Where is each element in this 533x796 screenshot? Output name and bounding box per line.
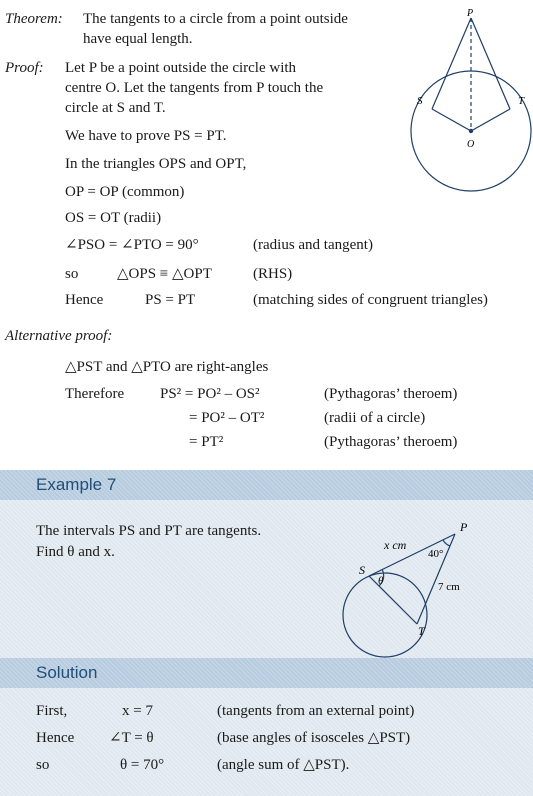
proof-radii: OS = OT (radii) [65, 210, 162, 226]
proof-label: Proof: [5, 60, 44, 76]
theorem-label: Theorem: [5, 11, 63, 27]
proof-angle-reason: (radius and tangent) [253, 237, 373, 253]
solution-row-3-reason: (angle sum of △PST). [217, 757, 350, 773]
alt-equation-2: = PO² – OT² [189, 410, 265, 426]
label-theta: θ [378, 575, 384, 587]
example-circle [343, 573, 427, 657]
solution-row-2-label: Hence [36, 730, 75, 746]
alt-reason-2: (radii of a circle) [324, 410, 426, 426]
label-p: P [467, 8, 474, 19]
proof-hence-reason: (matching sides of congruent triangles) [253, 292, 488, 308]
alt-proof-label: Alternative proof: [5, 328, 113, 344]
solution-title: Solution [36, 663, 98, 682]
label-x: x cm [384, 538, 407, 552]
label-side: 7 cm [438, 581, 460, 593]
proof-line-3: circle at S and T. [65, 100, 166, 116]
alt-equation-1: PS² = PO² – OS² [160, 386, 260, 402]
solution-header [0, 658, 533, 688]
proof-line-1: Let P be a point outside the circle with [65, 60, 297, 76]
label-o: O [467, 139, 475, 150]
label-p2: P [460, 520, 468, 534]
proof-congruent-statement: △OPS ≡ △OPT [117, 266, 212, 282]
solution-row-3-label: so [36, 757, 50, 773]
chord-st [369, 576, 417, 624]
example-line-2: Find θ and x. [36, 544, 115, 560]
proof-hence-statement: PS = PT [145, 292, 196, 308]
theorem-line-2: have equal length. [83, 31, 193, 47]
label-s: S [417, 95, 423, 107]
solution-row-2-reason: (base angles of isosceles △PST) [217, 730, 411, 746]
alt-reason-3: (Pythagoras’ theroem) [324, 434, 458, 450]
solution-row-1-reason: (tangents from an external point) [217, 703, 415, 719]
alt-reason-1: (Pythagoras’ theroem) [324, 386, 458, 402]
example-title: Example 7 [36, 475, 117, 494]
proof-so-label: so [65, 266, 79, 282]
label-t2: T [418, 624, 425, 638]
alt-equation-3: = PT² [189, 434, 224, 450]
label-s2: S [359, 563, 365, 577]
theorem-line-1: The tangents to a circle from a point outside [83, 11, 348, 27]
proof-common-side: OP = OP (common) [65, 184, 185, 200]
solution-row-1-label: First, [36, 703, 68, 719]
label-angle: 40° [428, 548, 444, 560]
proof-hence-label: Hence [65, 292, 104, 308]
proof-angle-statement: ∠PSO = ∠PTO = 90° [65, 237, 199, 253]
alt-therefore-label: Therefore [65, 386, 125, 402]
label-t: T [518, 95, 525, 107]
proof-line-2: centre O. Let the tangents from P touch the [65, 80, 324, 96]
solution-row-1-statement: x = 7 [122, 703, 153, 719]
proof-congruent-reason: (RHS) [253, 266, 293, 282]
proof-goal: We have to prove PS = PT. [65, 128, 227, 144]
solution-row-3-statement: θ = 70° [120, 757, 165, 773]
proof-triangles: In the triangles OPS and OPT, [65, 156, 247, 172]
angle-arc [443, 540, 450, 546]
solution-row-2-statement: ∠T = θ [109, 730, 154, 746]
alt-proof-line-1: △PST and △PTO are right-angles [65, 359, 269, 375]
example-line-1: The intervals PS and PT are tangents. [36, 523, 262, 539]
